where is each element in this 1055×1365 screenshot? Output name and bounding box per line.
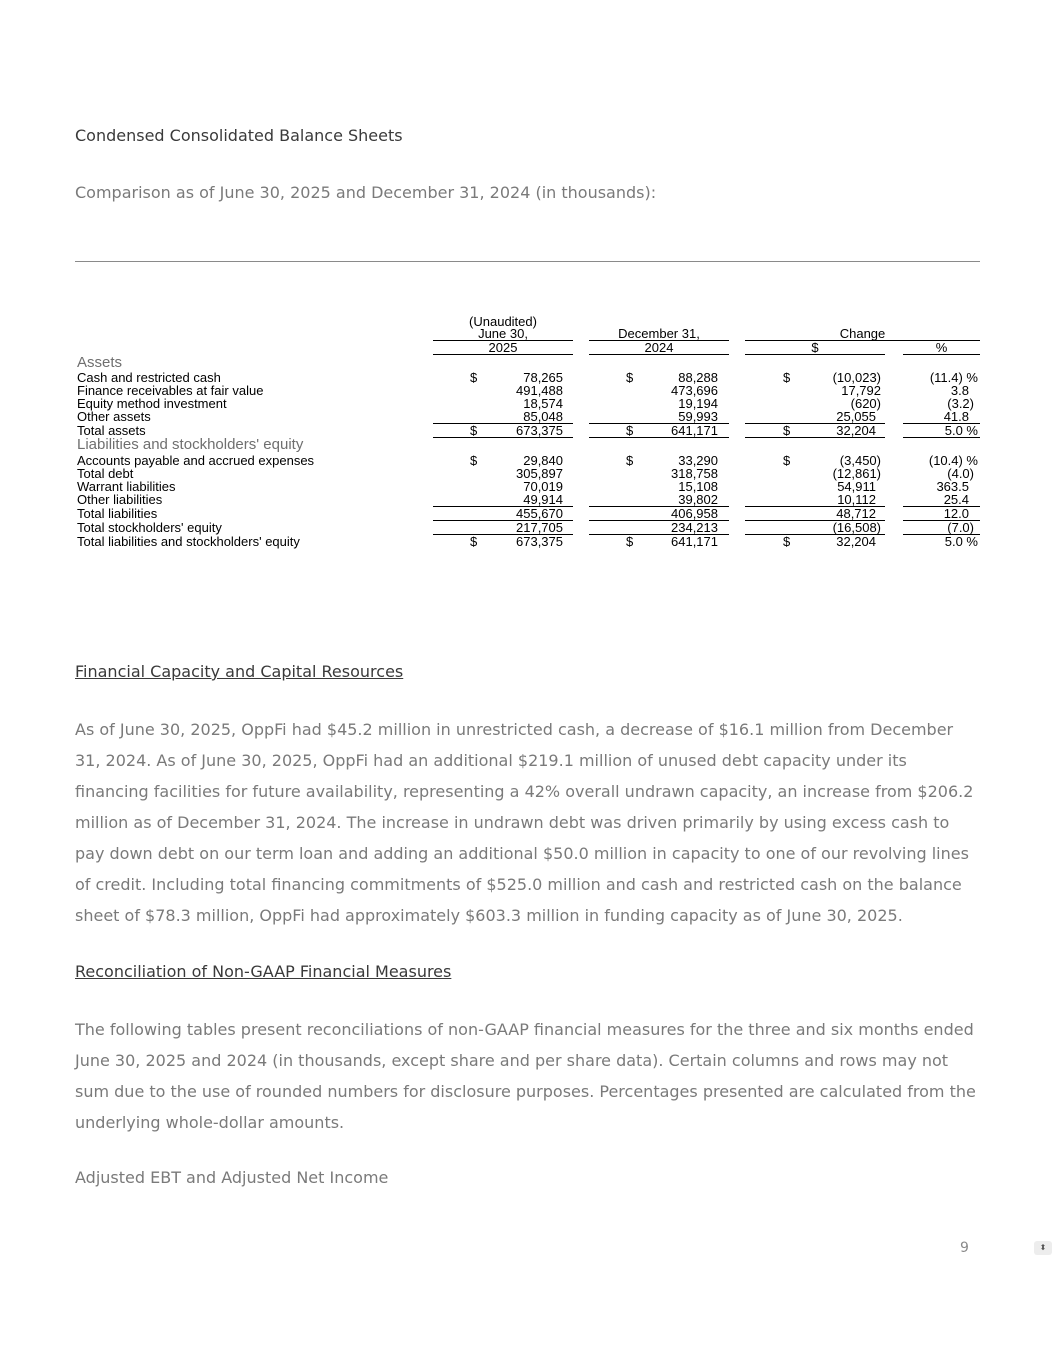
header-rule: [433, 354, 573, 355]
row-label: Total liabilities and stockholders' equity: [77, 534, 300, 549]
scroll-stepper-icon[interactable]: ⬍: [1034, 1241, 1052, 1255]
cell-dec: 88,288: [678, 370, 718, 385]
cell-change: 48,712: [836, 506, 876, 521]
cell-june: 491,488: [516, 383, 563, 398]
cell-june: 455,670: [516, 506, 563, 521]
cell-percent: 5.0 %: [944, 534, 978, 549]
cell-change: 32,204: [836, 423, 876, 438]
currency-symbol: $: [626, 370, 634, 385]
header-rule: [745, 354, 885, 355]
cell-june: 70,019: [523, 479, 563, 494]
currency-symbol: $: [470, 423, 478, 438]
page-number: 9: [960, 1240, 969, 1256]
section-heading-non-gaap: Reconciliation of Non-GAAP Financial Measures: [75, 962, 452, 981]
row-label: Total debt: [77, 466, 134, 481]
total-rule: [745, 437, 885, 438]
header-2025: 2025: [488, 340, 518, 355]
cell-dec: 234,213: [671, 520, 718, 535]
cell-dec: 19,194: [678, 396, 718, 411]
header-change-percent: %: [935, 340, 948, 355]
cell-change: (10,023): [832, 370, 881, 385]
cell-dec: 15,108: [678, 479, 718, 494]
cell-percent: (7.0): [947, 520, 974, 535]
cell-percent: (10.4) %: [928, 453, 978, 468]
currency-symbol: $: [626, 453, 634, 468]
row-label: Warrant liabilities: [77, 479, 176, 494]
cell-dec: 318,758: [671, 466, 718, 481]
cell-percent: 12.0: [943, 506, 969, 521]
cell-june: 217,705: [516, 520, 563, 535]
cell-change: (16,508): [832, 520, 881, 535]
row-label: Other liabilities: [77, 492, 163, 507]
row-label: Total liabilities: [77, 506, 158, 521]
cell-june: 78,265: [523, 370, 563, 385]
currency-symbol: $: [470, 534, 478, 549]
cell-dec: 33,290: [678, 453, 718, 468]
cell-dec: 39,802: [678, 492, 718, 507]
paragraph-financial-capacity: As of June 30, 2025, OppFi had $45.2 million in unrestricted cash, a decrease of $16.1 million from December 31, 2024. As of June 30, 2025, OppFi had an additional $219.1 million of unused debt capacity under its financing facilities for future availability, representing a 42% overall undrawn capacity, an increase from $206.2 million as of December 31, 2024. The increase in undrawn debt was driven primarily by using excess cash to pay down debt on our term loan and adding an additional $50.0 million in capacity to one of our revolving lines of credit. Including total financing commitments of $525.0 million and cash and restricted cash on the balance sheet of $78.3 million, OppFi had approximately $603.3 million in funding capacity as of June 30, 2025.: [75, 720, 974, 925]
row-label: Total assets: [77, 423, 146, 438]
header-rule: [903, 354, 980, 355]
row-label: Total stockholders' equity: [77, 520, 222, 535]
row-label: Finance receivables at fair value: [77, 383, 264, 398]
cell-percent: 5.0 %: [944, 423, 978, 438]
total-rule: [433, 437, 573, 438]
cell-percent: (3.2): [947, 396, 974, 411]
paragraph-non-gaap: The following tables present reconciliations of non-GAAP financial measures for the three and six months ended June 30, 2025 and 2024 (in thousands, except share and per share data). Certain columns and rows may not sum due to the use of rounded numbers for disclosure purposes. Percentages presented are calculated from the underlying whole-dollar amounts.: [75, 1020, 976, 1132]
cell-change: 54,911: [837, 479, 876, 494]
cell-percent: 363.5: [936, 479, 969, 494]
currency-symbol: $: [783, 370, 791, 385]
header-change: Change: [839, 326, 886, 341]
cell-percent: 41.8: [943, 409, 969, 424]
currency-symbol: $: [783, 453, 791, 468]
total-rule: [589, 437, 729, 438]
header-dec31: December 31,: [618, 326, 700, 341]
cell-change: (620): [850, 396, 881, 411]
cell-change: (3,450): [839, 453, 881, 468]
header-june30: June 30,: [478, 326, 528, 341]
cell-june: 673,375: [516, 534, 563, 549]
page-title: Condensed Consolidated Balance Sheets: [75, 126, 403, 145]
header-rule: [589, 354, 729, 355]
cell-june: 49,914: [523, 492, 563, 507]
cell-percent: 25.4: [943, 492, 969, 507]
cell-june: 305,897: [516, 466, 563, 481]
currency-symbol: $: [470, 370, 478, 385]
table-caption: Comparison as of June 30, 2025 and December 31, 2024 (in thousands):: [75, 183, 657, 202]
row-label: Equity method investment: [77, 396, 227, 411]
section-heading-financial-capacity: Financial Capacity and Capital Resources: [75, 662, 404, 681]
cell-dec: 641,171: [671, 534, 718, 549]
cell-dec: 641,171: [671, 423, 718, 438]
cell-dec: 59,993: [678, 409, 718, 424]
row-label: Accounts payable and accrued expenses: [77, 453, 315, 468]
cell-change: (12,861): [832, 466, 881, 481]
header-2024: 2024: [644, 340, 674, 355]
cell-dec: 406,958: [671, 506, 718, 521]
cell-change: 10,112: [837, 492, 876, 507]
row-label: Other assets: [77, 409, 151, 424]
cell-june: 29,840: [523, 453, 563, 468]
cell-june: 85,048: [523, 409, 563, 424]
section-label-liabilities: Liabilities and stockholders' equity: [77, 436, 304, 453]
cell-percent: (4.0): [947, 466, 974, 481]
cell-june: 673,375: [516, 423, 563, 438]
balance-sheet-table: [0, 0, 1055, 560]
cell-percent: 3.8: [950, 383, 969, 398]
cell-dec: 473,696: [671, 383, 718, 398]
currency-symbol: $: [626, 423, 634, 438]
cell-change: 17,792: [841, 383, 881, 398]
currency-symbol: $: [783, 423, 791, 438]
row-label: Cash and restricted cash: [77, 370, 221, 385]
subheading-adjusted-ebt: Adjusted EBT and Adjusted Net Income: [75, 1168, 389, 1187]
cell-june: 18,574: [523, 396, 563, 411]
header-unaudited: (Unaudited): [469, 314, 537, 329]
currency-symbol: $: [470, 453, 478, 468]
section-label-assets: Assets: [77, 354, 123, 371]
cell-change: 25,055: [836, 409, 876, 424]
header-change-dollar: $: [811, 340, 819, 355]
currency-symbol: $: [783, 534, 791, 549]
cell-change: 32,204: [836, 534, 876, 549]
total-rule: [903, 437, 980, 438]
currency-symbol: $: [626, 534, 634, 549]
cell-percent: (11.4) %: [929, 370, 978, 385]
